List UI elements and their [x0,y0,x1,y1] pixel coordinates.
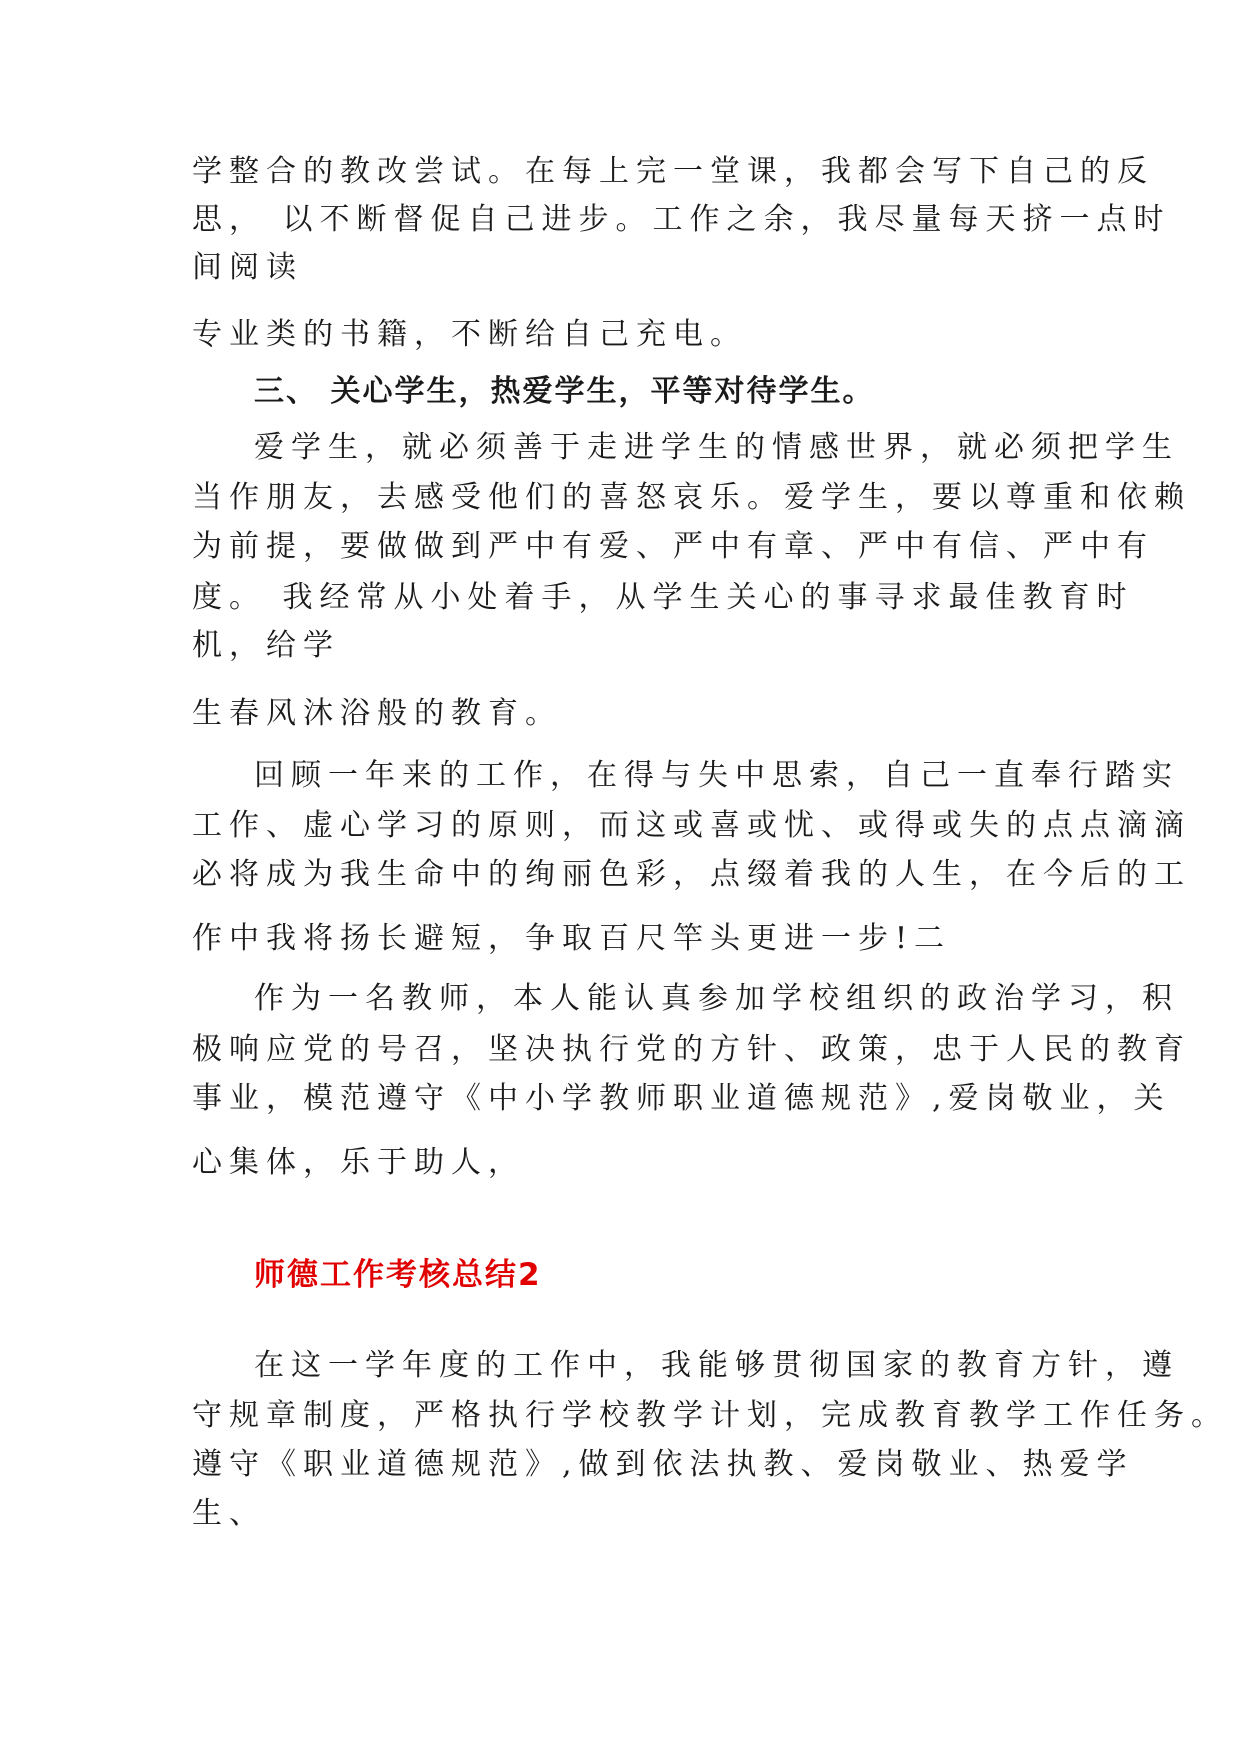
body-text-line: 爱学生，就必须善于走进学生的情感世界，就必须把学生 [254,430,1179,465]
body-text-line: 思， 以不断督促自己进步。工作之余，我尽量每天挤一点时 [192,202,1171,237]
body-text-line: 度。 我经常从小处着手，从学生关心的事寻求最佳教育时 [192,580,1134,615]
body-text-line: 心集体，乐于助人， [192,1145,525,1180]
body-text-line: 为前提，要做做到严中有爱、严中有章、严中有信、严中有 [192,529,1154,564]
body-text-line: 当作朋友，去感受他们的喜怒哀乐。爱学生，要以尊重和依赖 [192,480,1191,515]
body-text-line: 机，给学 [192,628,340,663]
body-text-line: 学整合的教改尝试。在每上完一堂课，我都会写下自己的反 [192,154,1154,189]
body-text-line: 遵守《职业道德规范》,做到依法执教、爱岗敬业、热爱学 [192,1447,1134,1482]
body-text-line: 极响应党的号召，坚决执行党的方针、政策，忠于人民的教育 [192,1032,1191,1067]
body-text-line: 作为一名教师，本人能认真参加学校组织的政治学习，积 [254,981,1179,1016]
body-text-line: 间阅读 [192,250,303,285]
section-heading: 三、 关心学生，热爱学生，平等对待学生。 [254,374,875,409]
section-title: 师德工作考核总结2 [254,1257,542,1293]
body-text-line: 在这一学年度的工作中，我能够贯彻国家的教育方针，遵 [254,1348,1179,1383]
body-text-line: 作中我将扬长避短，争取百尺竿头更进一步!二 [192,921,952,956]
body-text-line: 专业类的书籍，不断给自己充电。 [192,317,747,352]
body-text-line: 生、 [192,1496,266,1531]
body-text-line: 生春风沐浴般的教育。 [192,696,562,731]
body-text-line: 守规章制度，严格执行学校教学计划，完成教育教学工作任务。 [192,1398,1228,1433]
body-text-line: 工作、虚心学习的原则，而这或喜或忧、或得或失的点点滴滴 [192,808,1191,843]
body-text-line: 必将成为我生命中的绚丽色彩，点缀着我的人生，在今后的工 [192,857,1191,892]
body-text-line: 回顾一年来的工作，在得与失中思索，自己一直奉行踏实 [254,758,1179,793]
body-text-line: 事业，模范遵守《中小学教师职业道德规范》,爱岗敬业，关 [192,1081,1171,1116]
